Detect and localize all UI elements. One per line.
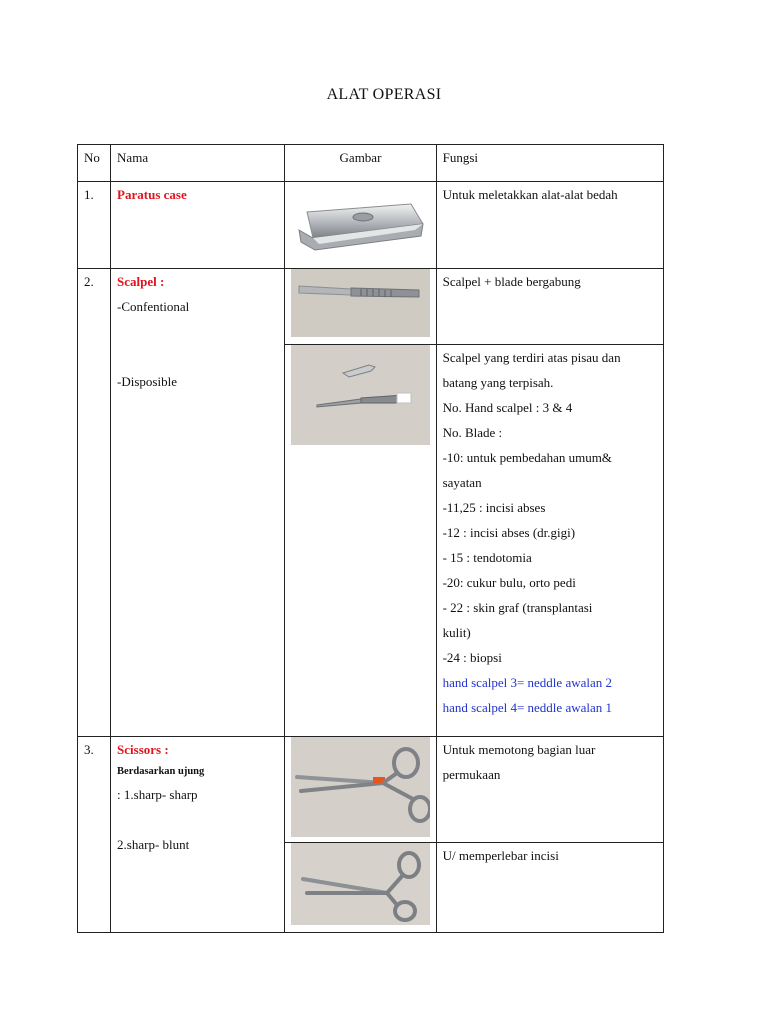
function-line: -10: untuk pembedahan umum& — [442, 450, 612, 465]
function-line: batang yang terpisah. — [442, 375, 554, 390]
instrument-name: Paratus case — [111, 182, 285, 269]
row-number: 3. — [78, 737, 111, 933]
function-line: Untuk memotong bagian luar — [442, 742, 596, 757]
table-row — [78, 737, 664, 843]
function-line: No. Blade : — [442, 425, 503, 440]
scissors-sharp-blunt-icon — [291, 843, 429, 925]
header-fungsi: Fungsi — [436, 145, 663, 182]
function-line: kulit) — [442, 625, 471, 640]
function-note-line: hand scalpel 3= neddle awalan 2 — [442, 675, 612, 690]
instrument-table — [77, 144, 664, 933]
instrument-tray-icon — [291, 190, 429, 260]
instrument-function: Scalpel + blade bergabung — [436, 269, 663, 345]
function-line: -11,25 : incisi abses — [442, 500, 546, 515]
instrument-function — [436, 345, 663, 737]
function-line: Scalpel yang terdiri atas pisau dan — [442, 350, 621, 365]
instrument-function — [436, 737, 663, 843]
table-header-row — [78, 145, 664, 182]
function-line: permukaan — [442, 767, 501, 782]
instrument-image-cell — [285, 269, 436, 345]
function-line: sayatan — [442, 475, 482, 490]
scissors-sharp-sharp-icon — [291, 737, 429, 837]
variant-label: -Disposible — [117, 374, 177, 389]
instrument-name-label: Scalpel : — [117, 274, 165, 289]
instrument-name — [111, 269, 285, 737]
classification-note: Berdasarkan ujung — [117, 766, 205, 777]
instrument-image-cell — [285, 737, 436, 843]
table-row — [78, 182, 664, 269]
instrument-name-label: Scissors : — [117, 742, 169, 757]
header-no: No — [78, 145, 111, 182]
function-line: -12 : incisi abses (dr.gigi) — [442, 525, 576, 540]
instrument-image-cell — [285, 843, 436, 933]
row-number: 1. — [78, 182, 111, 269]
header-gambar: Gambar — [285, 145, 436, 182]
variant-label: 2.sharp- blunt — [117, 837, 190, 852]
variant-label: : 1.sharp- sharp — [117, 787, 198, 802]
scalpel-handle-icon — [291, 269, 429, 337]
instrument-function: U/ memperlebar incisi — [436, 843, 663, 933]
function-line: - 22 : skin graf (transplantasi — [442, 600, 593, 615]
instrument-name — [111, 737, 285, 933]
function-line: -20: cukur bulu, orto pedi — [442, 575, 576, 590]
function-line: - 15 : tendotomia — [442, 550, 532, 565]
function-note-line: hand scalpel 4= neddle awalan 1 — [442, 700, 612, 715]
header-nama: Nama — [111, 145, 285, 182]
variant-label: -Confentional — [117, 299, 190, 314]
instrument-function: Untuk meletakkan alat-alat bedah — [436, 182, 663, 269]
function-line: No. Hand scalpel : 3 & 4 — [442, 400, 573, 415]
scalpel-blade-icon — [291, 345, 429, 445]
instrument-image-cell — [285, 345, 436, 737]
function-line: -24 : biopsi — [442, 650, 502, 665]
page-title: ALAT OPERASI — [326, 86, 442, 103]
table-row — [78, 269, 664, 345]
row-number: 2. — [78, 269, 111, 737]
instrument-image-cell — [285, 182, 436, 269]
